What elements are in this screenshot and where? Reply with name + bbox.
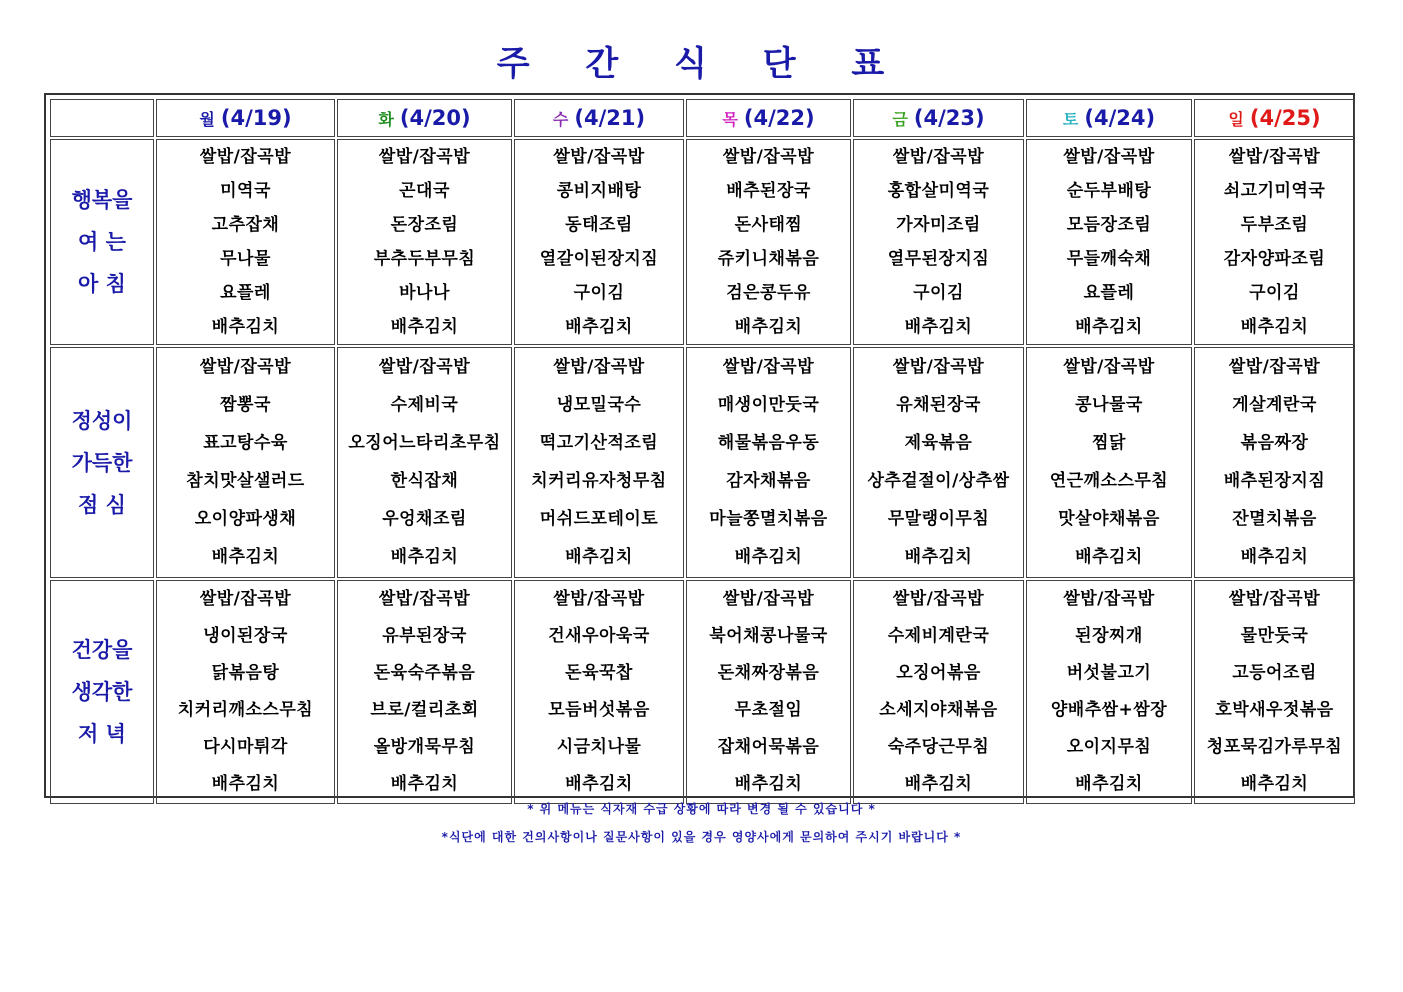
day-icon: 목 [722,110,738,129]
menu-item: 동태조림 [565,215,633,235]
menu-item: 배추김치 [734,774,803,794]
day-date: (4/22) [743,106,815,130]
menu-item: 오징어느타리초무침 [348,433,501,453]
menu-item: 잡채어묵볶음 [717,737,820,757]
menu-item: 배추김치 [1240,774,1309,794]
menu-item: 쌀밥/잡곡밥 [722,147,815,167]
menu-item: 건새우아욱국 [548,626,650,646]
menu-item: 배추김치 [211,774,280,794]
menu-cell [1194,139,1355,345]
day-date: (4/23) [913,106,985,130]
day-header-mon [156,99,335,137]
menu-cell [514,347,684,578]
menu-item: 배추김치 [390,547,459,567]
menu-item: 쌀밥/잡곡밥 [553,147,645,167]
menu-item: 고추잡채 [211,215,280,235]
menu-item: 쌀밥/잡곡밥 [378,357,471,377]
menu-item: 곤대국 [399,181,450,201]
meal-row-breakfast [50,139,1355,345]
day-header-tue [337,99,512,137]
menu-item: 배추김치 [1075,774,1143,794]
menu-table-frame [44,93,1355,798]
menu-item: 숙주당근무침 [887,737,990,757]
menu-item: 쌀밥/잡곡밥 [378,589,471,609]
menu-item: 홍합살미역국 [887,181,990,201]
menu-item: 유부된장국 [382,626,467,646]
menu-cell [853,347,1024,578]
menu-item: 구이김 [573,283,625,303]
menu-cell [514,139,684,345]
day-icon: 일 [1228,110,1244,129]
menu-item: 돈채짜장볶음 [717,663,820,683]
menu-item: 배추김치 [904,774,973,794]
menu-item: 물만둣국 [1240,626,1309,646]
menu-item: 배추된장지짐 [1223,471,1326,491]
menu-item: 배추김치 [734,317,803,337]
menu-item: 치커리유자청무침 [531,471,667,491]
menu-item: 열갈이된장지짐 [539,249,659,269]
menu-item: 순두부배탕 [1066,181,1152,201]
meal-label-line: 정성이 [71,408,133,433]
menu-item: 쌀밥/잡곡밥 [722,357,815,377]
day-date: (4/20) [399,106,471,130]
menu-item: 된장찌개 [1075,626,1143,646]
menu-table [48,97,1357,806]
menu-item: 잔멸치볶음 [1232,509,1317,529]
menu-item: 표고탕수육 [203,433,288,453]
menu-item: 오징어볶음 [896,663,981,683]
meal-label-lunch [50,347,154,578]
day-header-thu [686,99,851,137]
menu-item: 배추김치 [904,547,973,567]
corner-cell [50,99,154,137]
meal-label-line: 건강을 [71,638,133,662]
menu-item: 배추김치 [904,317,973,337]
menu-item: 배추김치 [565,774,633,794]
menu-item: 수제비계란국 [887,626,990,646]
menu-item: 치커리깨소스무침 [177,700,314,720]
menu-item: 검은콩두유 [726,283,811,303]
menu-item: 게살계란국 [1232,395,1317,415]
menu-item: 돈장조림 [390,215,459,235]
menu-item: 쌀밥/잡곡밥 [1063,357,1155,377]
menu-item: 쌀밥/잡곡밥 [1228,147,1321,167]
menu-item: 가자미조림 [896,215,981,235]
menu-item: 돈육꾹찹 [565,663,633,683]
note-inquiry-notice: *식단에 대한 건의사항이나 질문사항이 있을 경우 영양사에게 문의하여 주시기 바랍니다 * [441,830,962,844]
day-header-sun [1194,99,1355,137]
menu-item: 배추김치 [565,317,633,337]
menu-item: 쌀밥/잡곡밥 [892,589,985,609]
menu-cell [853,139,1024,345]
meal-label-line: 행복을 [71,188,133,212]
menu-item: 떡고기산적조림 [539,433,659,453]
menu-item: 쥬키니채볶음 [717,249,820,269]
meal-label-line: 생각한 [71,680,133,704]
menu-item: 쌀밥/잡곡밥 [722,589,815,609]
menu-item: 우엉채조림 [382,509,467,529]
menu-item: 열무된장지짐 [887,249,990,269]
meal-label-line: 점 심 [78,492,126,517]
menu-cell [1026,347,1192,578]
menu-item: 양배추쌈+쌈장 [1050,700,1168,720]
menu-item: 모듬장조림 [1066,215,1152,235]
menu-item: 마늘쫑멸치볶음 [709,509,828,529]
menu-item: 배추김치 [565,547,633,567]
menu-item: 요플레 [220,283,271,303]
menu-item: 쌀밥/잡곡밥 [553,589,645,609]
day-date: (4/21) [574,106,646,130]
menu-cell [1026,139,1192,345]
menu-item: 상추겉절이/상추쌈 [867,471,1010,491]
menu-cell [337,580,512,804]
menu-item: 배추김치 [390,317,459,337]
menu-item: 배추김치 [1240,317,1309,337]
menu-item: 바나나 [399,283,450,303]
menu-cell [337,139,512,345]
menu-item: 유채된장국 [896,395,981,415]
menu-item: 무들깨숙채 [1066,249,1152,269]
menu-item: 참치맛살샐러드 [186,471,305,491]
menu-item: 쌀밥/잡곡밥 [892,147,985,167]
menu-item: 냉이된장국 [203,626,288,646]
menu-item: 감자양파조림 [1223,249,1326,269]
menu-item: 오이양파생채 [194,509,297,529]
day-icon: 토 [1062,110,1079,129]
menu-item: 쌀밥/잡곡밥 [1228,589,1321,609]
menu-item: 한식잡채 [390,471,459,491]
meal-label-line: 아 침 [78,272,126,296]
menu-item: 해물볶음우동 [717,433,820,453]
menu-item: 소세지야채볶음 [879,700,998,720]
meal-label-line: 저 녁 [78,722,126,746]
menu-item: 배추김치 [211,547,280,567]
menu-item: 호박새우젓볶음 [1215,700,1334,720]
note-change-notice: * 위 메뉴는 식자재 수급 상황에 따라 변경 될 수 있습니다 * [527,802,876,816]
menu-item: 콩비지배탕 [556,181,642,201]
menu-item: 버섯불고기 [1066,663,1152,683]
menu-item: 배추김치 [211,317,280,337]
menu-item: 볶음짜장 [1240,433,1309,453]
day-icon: 금 [892,110,908,129]
menu-item: 돈육숙주볶음 [373,663,476,683]
day-header-row [50,99,1355,137]
menu-item: 연근깨소스무침 [1049,471,1169,491]
menu-item: 배추김치 [390,774,459,794]
day-date: (4/24) [1084,106,1156,130]
menu-item: 브로/컬리초회 [370,700,479,720]
menu-item: 쌀밥/잡곡밥 [553,357,645,377]
menu-item: 배추김치 [1075,547,1143,567]
menu-item: 맛살야채볶음 [1058,509,1160,529]
menu-item: 수제비국 [390,395,459,415]
menu-cell [156,580,335,804]
menu-item: 북어채콩나물국 [709,626,828,646]
day-header-sat [1026,99,1192,137]
menu-cell [853,580,1024,804]
menu-item: 다시마튀각 [203,737,288,757]
menu-item: 고등어조림 [1232,663,1317,683]
menu-item: 구이김 [913,283,964,303]
menu-item: 쌀밥/잡곡밥 [199,147,292,167]
day-date: (4/25) [1249,106,1321,130]
menu-cell [1194,347,1355,578]
meal-label-breakfast [50,139,154,345]
menu-item: 짬뽕국 [220,395,271,415]
menu-item: 구이김 [1249,283,1300,303]
meal-label-line: 가득한 [71,450,133,475]
menu-item: 쌀밥/잡곡밥 [1063,589,1155,609]
menu-item: 쌀밥/잡곡밥 [1228,357,1321,377]
menu-item: 배추김치 [1240,547,1309,567]
menu-item: 시금치나물 [556,737,642,757]
menu-cell [1194,580,1355,804]
menu-item: 쌀밥/잡곡밥 [199,357,292,377]
page-title: 주 간 식 단 표 [496,44,907,84]
menu-item: 닭볶음탕 [211,663,280,683]
menu-item: 찜닭 [1092,433,1126,453]
menu-item: 오이지무침 [1066,737,1152,757]
menu-item: 머쉬드포테이토 [539,509,659,529]
menu-item: 올방개묵무침 [373,737,476,757]
menu-item: 부추두부무침 [373,249,476,269]
menu-cell [686,139,851,345]
menu-item: 배추김치 [734,547,803,567]
menu-item: 쌀밥/잡곡밥 [892,357,985,377]
menu-cell [156,139,335,345]
menu-item: 미역국 [220,181,271,201]
menu-item: 매생이만둣국 [717,395,820,415]
menu-item: 무말랭이무침 [887,509,990,529]
menu-item: 쌀밥/잡곡밥 [378,147,471,167]
menu-cell [156,347,335,578]
menu-item: 냉모밀국수 [556,395,642,415]
menu-item: 제육볶음 [904,433,973,453]
menu-item: 쌀밥/잡곡밥 [199,589,292,609]
day-icon: 화 [378,110,394,129]
meal-row-lunch [50,347,1355,578]
menu-cell [686,580,851,804]
day-date: (4/19) [220,106,292,130]
menu-item: 콩나물국 [1075,395,1143,415]
day-icon: 수 [552,110,569,129]
menu-item: 쌀밥/잡곡밥 [1063,147,1155,167]
menu-item: 무나물 [220,249,271,269]
menu-cell [337,347,512,578]
menu-item: 돈사태찜 [734,215,803,235]
menu-item: 배추김치 [1075,317,1143,337]
menu-cell [1026,580,1192,804]
menu-item: 쇠고기미역국 [1223,181,1326,201]
day-header-fri [853,99,1024,137]
menu-cell [514,580,684,804]
day-icon: 월 [199,110,215,129]
menu-item: 모듬버섯볶음 [548,700,650,720]
meal-row-dinner [50,580,1355,804]
menu-item: 청포묵김가루무침 [1206,737,1343,757]
menu-cell [686,347,851,578]
menu-item: 요플레 [1083,283,1135,303]
meal-label-line: 여 는 [78,230,126,254]
menu-item: 두부조림 [1240,215,1309,235]
day-header-wed [514,99,684,137]
menu-item: 감자채볶음 [726,471,811,491]
meal-label-dinner [50,580,154,804]
menu-item: 배추된장국 [726,181,811,201]
menu-item: 무초절임 [734,700,803,720]
